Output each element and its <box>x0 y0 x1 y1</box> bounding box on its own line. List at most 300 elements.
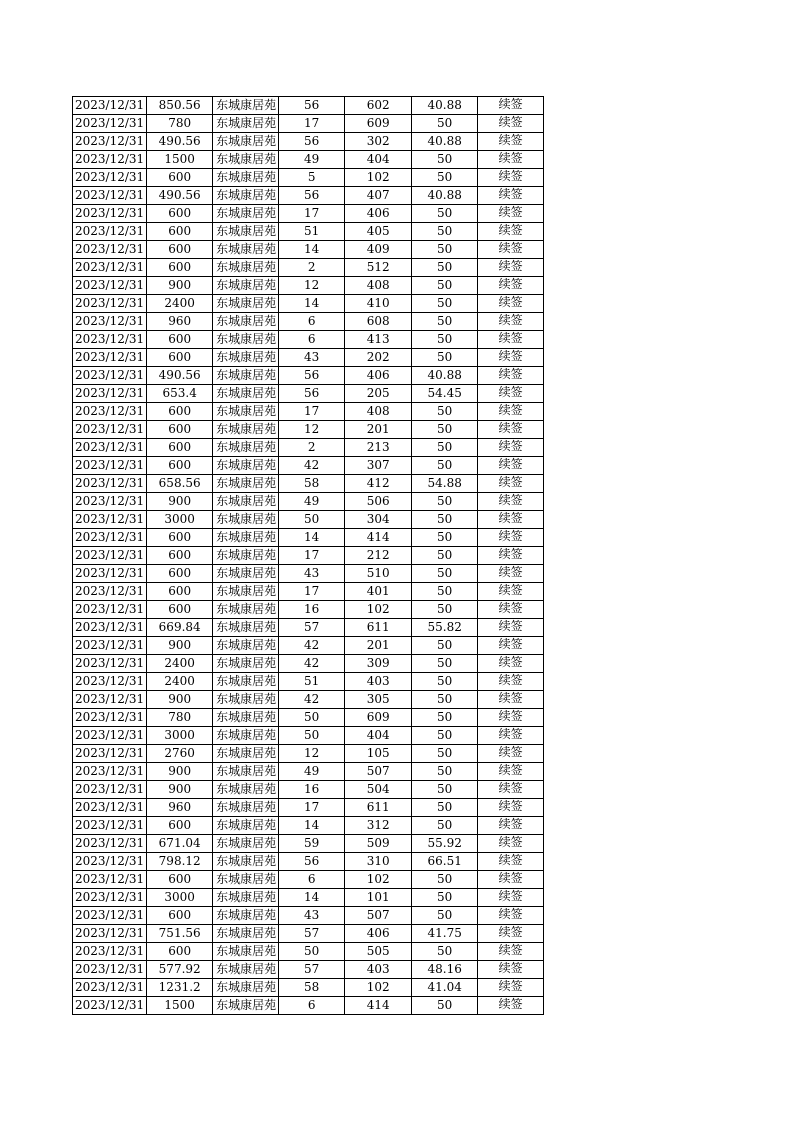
status-cell: 续签 <box>478 547 544 565</box>
building-cell: 17 <box>279 115 345 133</box>
community-cell: 东城康居苑 <box>213 601 279 619</box>
community-cell: 东城康居苑 <box>213 673 279 691</box>
status-cell: 续签 <box>478 439 544 457</box>
date-cell: 2023/12/31 <box>73 655 147 673</box>
area-cell: 50 <box>412 583 478 601</box>
community-cell: 东城康居苑 <box>213 709 279 727</box>
room-cell: 309 <box>345 655 412 673</box>
area-cell: 41.04 <box>412 979 478 997</box>
status-cell: 续签 <box>478 925 544 943</box>
table-row <box>73 979 544 997</box>
date-cell: 2023/12/31 <box>73 691 147 709</box>
room-cell: 401 <box>345 583 412 601</box>
room-cell: 409 <box>345 241 412 259</box>
date-cell: 2023/12/31 <box>73 619 147 637</box>
building-cell: 56 <box>279 187 345 205</box>
community-cell: 东城康居苑 <box>213 889 279 907</box>
room-cell: 102 <box>345 871 412 889</box>
area-cell: 50 <box>412 691 478 709</box>
room-cell: 507 <box>345 907 412 925</box>
area-cell: 50 <box>412 259 478 277</box>
area-cell: 50 <box>412 907 478 925</box>
date-cell: 2023/12/31 <box>73 997 147 1015</box>
date-cell: 2023/12/31 <box>73 601 147 619</box>
status-cell: 续签 <box>478 511 544 529</box>
room-cell: 403 <box>345 673 412 691</box>
community-cell: 东城康居苑 <box>213 547 279 565</box>
date-cell: 2023/12/31 <box>73 763 147 781</box>
area-cell: 50 <box>412 673 478 691</box>
community-cell: 东城康居苑 <box>213 223 279 241</box>
community-cell: 东城康居苑 <box>213 943 279 961</box>
community-cell: 东城康居苑 <box>213 799 279 817</box>
building-cell: 16 <box>279 781 345 799</box>
amount-cell: 2760 <box>147 745 213 763</box>
building-cell: 51 <box>279 673 345 691</box>
room-cell: 304 <box>345 511 412 529</box>
amount-cell: 600 <box>147 547 213 565</box>
date-cell: 2023/12/31 <box>73 781 147 799</box>
amount-cell: 669.84 <box>147 619 213 637</box>
community-cell: 东城康居苑 <box>213 313 279 331</box>
area-cell: 50 <box>412 115 478 133</box>
building-cell: 17 <box>279 583 345 601</box>
room-cell: 408 <box>345 277 412 295</box>
status-cell: 续签 <box>478 457 544 475</box>
building-cell: 51 <box>279 223 345 241</box>
status-cell: 续签 <box>478 817 544 835</box>
area-cell: 55.82 <box>412 619 478 637</box>
status-cell: 续签 <box>478 115 544 133</box>
status-cell: 续签 <box>478 151 544 169</box>
table-row <box>73 907 544 925</box>
date-cell: 2023/12/31 <box>73 835 147 853</box>
building-cell: 14 <box>279 817 345 835</box>
building-cell: 12 <box>279 277 345 295</box>
status-cell: 续签 <box>478 259 544 277</box>
building-cell: 57 <box>279 925 345 943</box>
area-cell: 50 <box>412 529 478 547</box>
table-row <box>73 349 544 367</box>
building-cell: 56 <box>279 133 345 151</box>
area-cell: 50 <box>412 547 478 565</box>
status-cell: 续签 <box>478 241 544 259</box>
date-cell: 2023/12/31 <box>73 871 147 889</box>
amount-cell: 600 <box>147 331 213 349</box>
area-cell: 50 <box>412 817 478 835</box>
amount-cell: 1231.2 <box>147 979 213 997</box>
community-cell: 东城康居苑 <box>213 979 279 997</box>
building-cell: 43 <box>279 565 345 583</box>
community-cell: 东城康居苑 <box>213 457 279 475</box>
table-row <box>73 997 544 1015</box>
status-cell: 续签 <box>478 835 544 853</box>
community-cell: 东城康居苑 <box>213 871 279 889</box>
area-cell: 50 <box>412 223 478 241</box>
amount-cell: 600 <box>147 403 213 421</box>
area-cell: 50 <box>412 493 478 511</box>
community-cell: 东城康居苑 <box>213 133 279 151</box>
community-cell: 东城康居苑 <box>213 97 279 115</box>
area-cell: 50 <box>412 889 478 907</box>
building-cell: 57 <box>279 619 345 637</box>
date-cell: 2023/12/31 <box>73 277 147 295</box>
room-cell: 310 <box>345 853 412 871</box>
date-cell: 2023/12/31 <box>73 97 147 115</box>
amount-cell: 1500 <box>147 151 213 169</box>
building-cell: 6 <box>279 331 345 349</box>
status-cell: 续签 <box>478 349 544 367</box>
room-cell: 105 <box>345 745 412 763</box>
room-cell: 506 <box>345 493 412 511</box>
community-cell: 东城康居苑 <box>213 493 279 511</box>
building-cell: 2 <box>279 439 345 457</box>
amount-cell: 600 <box>147 223 213 241</box>
community-cell: 东城康居苑 <box>213 367 279 385</box>
building-cell: 14 <box>279 529 345 547</box>
amount-cell: 960 <box>147 799 213 817</box>
building-cell: 14 <box>279 241 345 259</box>
status-cell: 续签 <box>478 709 544 727</box>
building-cell: 49 <box>279 763 345 781</box>
table-row <box>73 241 544 259</box>
status-cell: 续签 <box>478 421 544 439</box>
amount-cell: 577.92 <box>147 961 213 979</box>
table-row <box>73 709 544 727</box>
area-cell: 50 <box>412 727 478 745</box>
community-cell: 东城康居苑 <box>213 781 279 799</box>
room-cell: 213 <box>345 439 412 457</box>
amount-cell: 900 <box>147 763 213 781</box>
amount-cell: 900 <box>147 781 213 799</box>
area-cell: 50 <box>412 331 478 349</box>
area-cell: 50 <box>412 313 478 331</box>
room-cell: 507 <box>345 763 412 781</box>
building-cell: 17 <box>279 799 345 817</box>
building-cell: 43 <box>279 349 345 367</box>
date-cell: 2023/12/31 <box>73 421 147 439</box>
amount-cell: 2400 <box>147 655 213 673</box>
amount-cell: 600 <box>147 943 213 961</box>
amount-cell: 600 <box>147 439 213 457</box>
room-cell: 608 <box>345 313 412 331</box>
status-cell: 续签 <box>478 169 544 187</box>
amount-cell: 600 <box>147 907 213 925</box>
area-cell: 50 <box>412 349 478 367</box>
status-cell: 续签 <box>478 943 544 961</box>
status-cell: 续签 <box>478 799 544 817</box>
table-row <box>73 943 544 961</box>
status-cell: 续签 <box>478 313 544 331</box>
status-cell: 续签 <box>478 961 544 979</box>
community-cell: 东城康居苑 <box>213 439 279 457</box>
room-cell: 413 <box>345 331 412 349</box>
area-cell: 50 <box>412 403 478 421</box>
community-cell: 东城康居苑 <box>213 205 279 223</box>
amount-cell: 780 <box>147 709 213 727</box>
community-cell: 东城康居苑 <box>213 691 279 709</box>
building-cell: 56 <box>279 97 345 115</box>
table-row <box>73 655 544 673</box>
room-cell: 404 <box>345 727 412 745</box>
date-cell: 2023/12/31 <box>73 565 147 583</box>
date-cell: 2023/12/31 <box>73 889 147 907</box>
room-cell: 611 <box>345 799 412 817</box>
table-row <box>73 295 544 313</box>
status-cell: 续签 <box>478 781 544 799</box>
building-cell: 58 <box>279 979 345 997</box>
area-cell: 50 <box>412 601 478 619</box>
amount-cell: 900 <box>147 277 213 295</box>
table-row <box>73 457 544 475</box>
building-cell: 50 <box>279 511 345 529</box>
table-row <box>73 259 544 277</box>
room-cell: 407 <box>345 187 412 205</box>
room-cell: 201 <box>345 637 412 655</box>
building-cell: 58 <box>279 475 345 493</box>
area-cell: 41.75 <box>412 925 478 943</box>
table-row <box>73 187 544 205</box>
date-cell: 2023/12/31 <box>73 115 147 133</box>
date-cell: 2023/12/31 <box>73 925 147 943</box>
table-row <box>73 97 544 115</box>
community-cell: 东城康居苑 <box>213 997 279 1015</box>
area-cell: 50 <box>412 277 478 295</box>
room-cell: 406 <box>345 367 412 385</box>
date-cell: 2023/12/31 <box>73 403 147 421</box>
table-row <box>73 565 544 583</box>
date-cell: 2023/12/31 <box>73 853 147 871</box>
table-row <box>73 799 544 817</box>
date-cell: 2023/12/31 <box>73 709 147 727</box>
building-cell: 17 <box>279 403 345 421</box>
date-cell: 2023/12/31 <box>73 331 147 349</box>
community-cell: 东城康居苑 <box>213 907 279 925</box>
building-cell: 56 <box>279 853 345 871</box>
table-row <box>73 745 544 763</box>
table-row <box>73 529 544 547</box>
amount-cell: 780 <box>147 115 213 133</box>
amount-cell: 490.56 <box>147 187 213 205</box>
amount-cell: 3000 <box>147 727 213 745</box>
area-cell: 50 <box>412 205 478 223</box>
room-cell: 505 <box>345 943 412 961</box>
area-cell: 55.92 <box>412 835 478 853</box>
status-cell: 续签 <box>478 889 544 907</box>
table-row <box>73 115 544 133</box>
community-cell: 东城康居苑 <box>213 169 279 187</box>
amount-cell: 850.56 <box>147 97 213 115</box>
community-cell: 东城康居苑 <box>213 511 279 529</box>
community-cell: 东城康居苑 <box>213 529 279 547</box>
status-cell: 续签 <box>478 493 544 511</box>
date-cell: 2023/12/31 <box>73 475 147 493</box>
area-cell: 40.88 <box>412 97 478 115</box>
area-cell: 50 <box>412 763 478 781</box>
amount-cell: 1500 <box>147 997 213 1015</box>
area-cell: 50 <box>412 295 478 313</box>
building-cell: 56 <box>279 385 345 403</box>
amount-cell: 600 <box>147 421 213 439</box>
room-cell: 202 <box>345 349 412 367</box>
community-cell: 东城康居苑 <box>213 349 279 367</box>
status-cell: 续签 <box>478 619 544 637</box>
community-cell: 东城康居苑 <box>213 187 279 205</box>
table-row <box>73 385 544 403</box>
community-cell: 东城康居苑 <box>213 763 279 781</box>
status-cell: 续签 <box>478 331 544 349</box>
area-cell: 54.45 <box>412 385 478 403</box>
table-row <box>73 331 544 349</box>
area-cell: 50 <box>412 745 478 763</box>
community-cell: 东城康居苑 <box>213 151 279 169</box>
amount-cell: 798.12 <box>147 853 213 871</box>
building-cell: 42 <box>279 457 345 475</box>
status-cell: 续签 <box>478 979 544 997</box>
status-cell: 续签 <box>478 403 544 421</box>
amount-cell: 600 <box>147 529 213 547</box>
area-cell: 50 <box>412 637 478 655</box>
area-cell: 40.88 <box>412 133 478 151</box>
table-row <box>73 835 544 853</box>
room-cell: 403 <box>345 961 412 979</box>
status-cell: 续签 <box>478 97 544 115</box>
room-cell: 611 <box>345 619 412 637</box>
date-cell: 2023/12/31 <box>73 385 147 403</box>
building-cell: 14 <box>279 295 345 313</box>
area-cell: 50 <box>412 997 478 1015</box>
status-cell: 续签 <box>478 691 544 709</box>
status-cell: 续签 <box>478 565 544 583</box>
amount-cell: 671.04 <box>147 835 213 853</box>
building-cell: 49 <box>279 493 345 511</box>
room-cell: 312 <box>345 817 412 835</box>
area-cell: 50 <box>412 565 478 583</box>
room-cell: 212 <box>345 547 412 565</box>
status-cell: 续签 <box>478 277 544 295</box>
table-row <box>73 601 544 619</box>
building-cell: 56 <box>279 367 345 385</box>
room-cell: 406 <box>345 205 412 223</box>
status-cell: 续签 <box>478 475 544 493</box>
room-cell: 102 <box>345 979 412 997</box>
amount-cell: 490.56 <box>147 133 213 151</box>
amount-cell: 900 <box>147 691 213 709</box>
table-row <box>73 781 544 799</box>
amount-cell: 600 <box>147 817 213 835</box>
building-cell: 5 <box>279 169 345 187</box>
room-cell: 102 <box>345 601 412 619</box>
building-cell: 50 <box>279 943 345 961</box>
date-cell: 2023/12/31 <box>73 169 147 187</box>
date-cell: 2023/12/31 <box>73 727 147 745</box>
date-cell: 2023/12/31 <box>73 313 147 331</box>
status-cell: 续签 <box>478 727 544 745</box>
room-cell: 406 <box>345 925 412 943</box>
table-row <box>73 511 544 529</box>
area-cell: 50 <box>412 151 478 169</box>
date-cell: 2023/12/31 <box>73 583 147 601</box>
table-row <box>73 583 544 601</box>
area-cell: 50 <box>412 421 478 439</box>
community-cell: 东城康居苑 <box>213 583 279 601</box>
area-cell: 50 <box>412 781 478 799</box>
community-cell: 东城康居苑 <box>213 403 279 421</box>
community-cell: 东城康居苑 <box>213 619 279 637</box>
status-cell: 续签 <box>478 673 544 691</box>
date-cell: 2023/12/31 <box>73 637 147 655</box>
area-cell: 50 <box>412 943 478 961</box>
community-cell: 东城康居苑 <box>213 727 279 745</box>
status-cell: 续签 <box>478 223 544 241</box>
building-cell: 6 <box>279 997 345 1015</box>
area-cell: 50 <box>412 457 478 475</box>
building-cell: 17 <box>279 547 345 565</box>
amount-cell: 900 <box>147 493 213 511</box>
community-cell: 东城康居苑 <box>213 961 279 979</box>
amount-cell: 751.56 <box>147 925 213 943</box>
area-cell: 50 <box>412 439 478 457</box>
room-cell: 404 <box>345 151 412 169</box>
date-cell: 2023/12/31 <box>73 151 147 169</box>
table-row <box>73 223 544 241</box>
community-cell: 东城康居苑 <box>213 115 279 133</box>
area-cell: 54.88 <box>412 475 478 493</box>
community-cell: 东城康居苑 <box>213 565 279 583</box>
area-cell: 66.51 <box>412 853 478 871</box>
status-cell: 续签 <box>478 385 544 403</box>
community-cell: 东城康居苑 <box>213 925 279 943</box>
amount-cell: 900 <box>147 637 213 655</box>
table-row <box>73 673 544 691</box>
amount-cell: 600 <box>147 169 213 187</box>
building-cell: 17 <box>279 205 345 223</box>
status-cell: 续签 <box>478 529 544 547</box>
table-row <box>73 817 544 835</box>
community-cell: 东城康居苑 <box>213 241 279 259</box>
building-cell: 50 <box>279 727 345 745</box>
building-cell: 57 <box>279 961 345 979</box>
date-cell: 2023/12/31 <box>73 817 147 835</box>
date-cell: 2023/12/31 <box>73 457 147 475</box>
community-cell: 东城康居苑 <box>213 817 279 835</box>
area-cell: 50 <box>412 655 478 673</box>
area-cell: 50 <box>412 511 478 529</box>
status-cell: 续签 <box>478 205 544 223</box>
table-row <box>73 691 544 709</box>
building-cell: 43 <box>279 907 345 925</box>
building-cell: 6 <box>279 871 345 889</box>
table-body <box>73 97 544 1015</box>
date-cell: 2023/12/31 <box>73 673 147 691</box>
area-cell: 50 <box>412 871 478 889</box>
table-row <box>73 853 544 871</box>
room-cell: 412 <box>345 475 412 493</box>
table-row <box>73 763 544 781</box>
table-row <box>73 367 544 385</box>
status-cell: 续签 <box>478 187 544 205</box>
room-cell: 302 <box>345 133 412 151</box>
table-row <box>73 169 544 187</box>
amount-cell: 658.56 <box>147 475 213 493</box>
table-row <box>73 475 544 493</box>
table-row <box>73 421 544 439</box>
community-cell: 东城康居苑 <box>213 835 279 853</box>
table-row <box>73 313 544 331</box>
status-cell: 续签 <box>478 745 544 763</box>
date-cell: 2023/12/31 <box>73 205 147 223</box>
date-cell: 2023/12/31 <box>73 511 147 529</box>
